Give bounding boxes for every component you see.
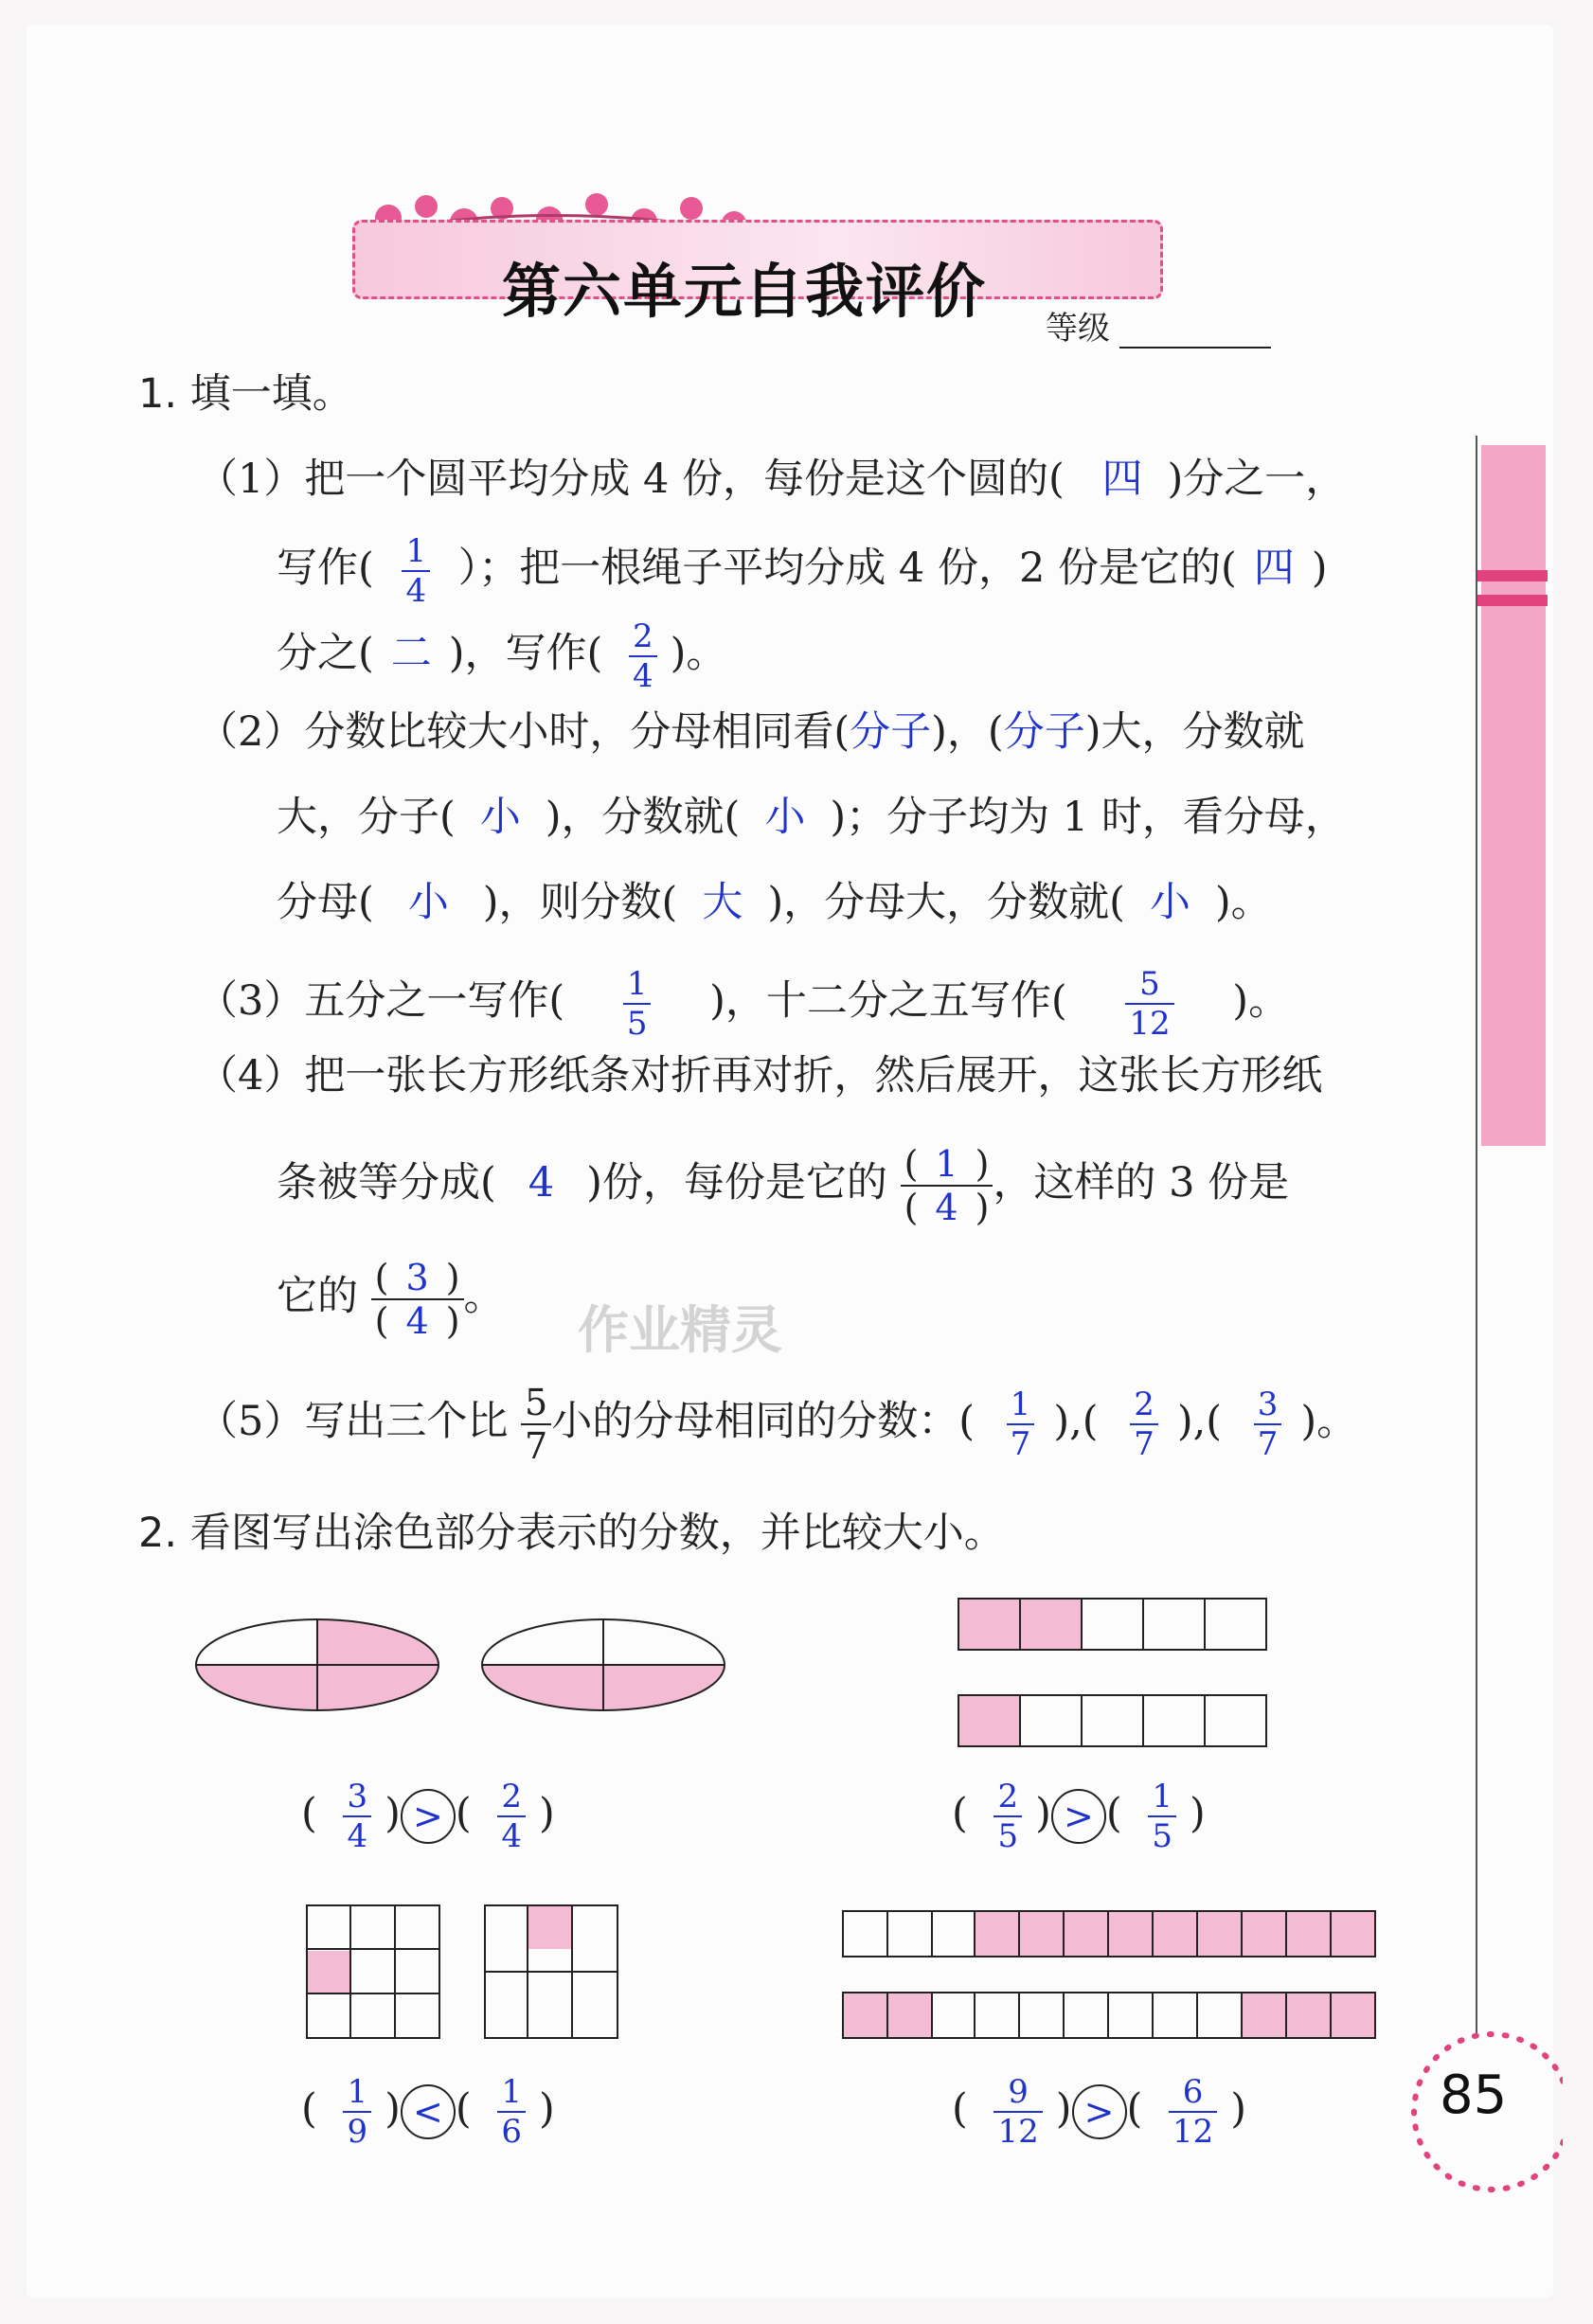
compare-sign[interactable]: > [1051,1789,1106,1844]
q5-line1: （5）写出三个比 $\frac{5}{7}$ 小的分母相同的分数：( $\frac{1}{7}$ ),( $\frac{2}{7}$ ),( $\frac{3}{7}$ )。 [197,1382,1358,1467]
compare-3: ( $\frac{1}{9}$ ) < ( $\frac{1}{6}$ ) [301,2073,555,2151]
compare-2: ( $\frac{2}{5}$ ) > ( $\frac{1}{5}$ ) [952,1778,1206,1855]
answer-fraction[interactable]: $\frac{1}{4}$ [402,535,430,607]
answer-blank[interactable]: 小 [764,794,806,841]
page-title: 第六单元自我评价 [502,257,988,326]
long-strip-figure [841,1909,1390,2042]
answer-blank[interactable]: 小 [479,794,521,841]
answer-fraction[interactable]: $\frac{1}{7}$ [1007,1388,1035,1460]
q4-line2: 条被等分成( 4 )份，每份是它的 $\frac{( 1 )}{( 4 )}$ ，这样的 3 份是 [277,1143,1290,1228]
side-stripe [1476,595,1548,606]
compare-sign[interactable]: > [401,1789,456,1844]
watermark: 作业精灵 [578,1300,782,1360]
q2-line1: （2）分数比较大小时，分母相同看(分子)，(分子)大，分数就 [197,708,1305,756]
answer-fraction[interactable]: $\frac{2}{4}$ [629,620,657,692]
grid-figure [305,1904,627,2046]
compare-1: ( $\frac{3}{4}$ ) > ( $\frac{2}{4}$ ) [301,1778,555,1855]
answer-blank[interactable]: 4 [528,1159,555,1207]
answer-blank[interactable]: 分子 [1003,708,1085,756]
answer-blank[interactable]: 小 [407,879,449,926]
margin-line [1476,436,1477,2036]
section2-heading: 2. 看图写出涂色部分表示的分数，并比较大小。 [138,1510,1005,1557]
q2-line2: 大，分子( 小 )，分数就( 小 )；分子均为 1 时，看分母， [277,794,1346,841]
answer-fraction[interactable]: $\frac{2}{7}$ [1130,1388,1158,1460]
q1-line3: 分之( 二 )，写作( $\frac{2}{4}$ )。 [277,617,727,695]
answer-fraction[interactable]: $\frac{( 1 )}{( 4 )}$ [901,1146,993,1225]
q1-line1: （1）把一个圆平均分成 4 份，每份是这个圆的( 四 )分之一， [197,456,1347,503]
grade-label: 等级 [1046,310,1110,348]
answer-blank[interactable]: 四 [1101,456,1143,503]
q1-line2: 写作( $\frac{1}{4}$ ）；把一根绳子平均分成 4 份，2 份是它的( 四 ) [277,532,1328,610]
answer-blank[interactable]: 小 [1149,879,1190,926]
compare-sign[interactable]: > [1072,2084,1127,2139]
answer-fraction[interactable]: $\frac{3}{7}$ [1254,1388,1282,1460]
compare-sign[interactable]: < [401,2084,456,2139]
answer-blank[interactable]: 分子 [850,708,932,756]
section1-heading: 1. 填一填。 [138,370,353,418]
answer-fraction[interactable]: $\frac{( 3 )}{( 4 )}$ [371,1260,464,1339]
side-stripe [1476,570,1548,581]
q4-line3: 它的 $\frac{( 3 )}{( 4 )}$ 。 [277,1257,505,1342]
page-number: 85 [1440,2065,1508,2126]
q2-line3: 分母( 小 )，则分数( 大 )，分母大，分数就( 小 )。 [277,879,1272,926]
answer-fraction[interactable]: $\frac{1}{5}$ [623,968,652,1040]
ellipse-figure [194,1610,734,1724]
answer-fraction[interactable]: $\frac{5}{12}$ [1125,968,1173,1040]
answer-blank[interactable]: 二 [390,630,432,677]
strip-figure [957,1597,1279,1767]
answer-blank[interactable]: 大 [702,879,743,926]
compare-4: ( $\frac{9}{12}$ ) > ( $\frac{6}{12}$ ) [952,2073,1246,2151]
q4-line1: （4）把一张长方形纸条对折再对折，然后展开，这张长方形纸 [197,1052,1323,1099]
grade-blank[interactable] [1119,347,1271,349]
q3-line1: （3）五分之一写作( $\frac{1}{5}$ )，十二分之五写作( $\frac{5}{12}$ )。 [197,965,1290,1043]
answer-blank[interactable]: 四 [1253,545,1295,592]
side-decoration [1481,445,1546,1146]
